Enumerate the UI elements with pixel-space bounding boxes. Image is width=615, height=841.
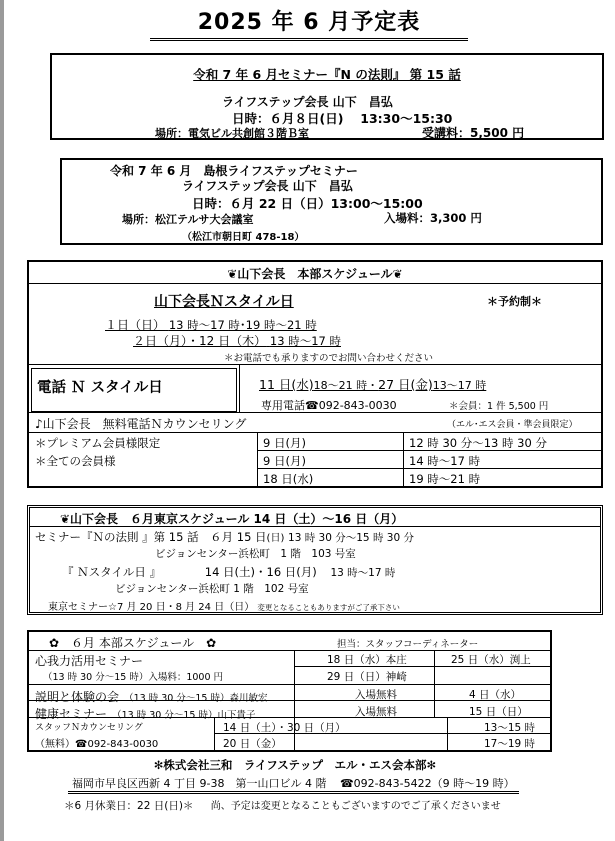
footer-notice-line (64, 797, 501, 813)
n-style-day1-date: １日（日） (105, 318, 166, 332)
tokyo-seminar-line (35, 529, 414, 545)
phone-date-27-time: 13～17 時 (432, 379, 487, 392)
phone-date-11-time: 18～21 時・ (313, 379, 379, 392)
counsel-row1-time: 12 時 30 分～13 時 30 分 (409, 436, 547, 450)
hq-schedule-box (27, 260, 603, 488)
staff-date1: 14 日（土）・30 日（月） (223, 722, 346, 734)
tokyo-nstyle-line (62, 564, 395, 580)
staff-phone: （無料）☎092-843-0030 (35, 739, 159, 750)
counsel-title: ♪山下会長 無料電話Ｎカウンセリング (35, 417, 247, 431)
tokyo-seminar-title: セミナー『Ｎの法則 』第 15 話 ６月 15 日 (35, 530, 267, 544)
kokoro-date1: 18 日（水）本庄 (327, 654, 407, 666)
counsel-row1-label: ＊プレミアム会員様限定 (35, 436, 161, 450)
kokoro-date2: 25 日（水）渕上 (451, 654, 531, 666)
n-style-title: 山下会長Ｎスタイル日 (154, 294, 294, 310)
n-style-day1-time: 13 時～17 時･19 時～21 時 (168, 318, 317, 332)
tokyo-nstyle-time: 13 時～17 時 (330, 567, 396, 579)
footer-address-line (68, 775, 519, 794)
kenko-fee: 入場無料 (355, 706, 397, 718)
footer-holiday: ＊6 月休業日：22 日(日)＊ (64, 800, 194, 812)
staff-date2: 20 日（金） (223, 738, 282, 750)
page-title: 2025 年 6 月予定表 (150, 8, 468, 41)
seminar2-title: 令和 7 年 6 月 島根ライフステップセミナー (110, 164, 358, 178)
kenko-sub: （13 時 30 分～15 時）山下貴子 (112, 710, 256, 721)
june-hq-header: ✿ ６月 本部スケジュール ✿ (49, 636, 217, 650)
footer-company: ✻株式会社三和 ライフステップ エル・エス会本部✻ (153, 758, 437, 772)
setsumei-title: 説明と体験の会 (35, 690, 120, 704)
seminar2-date: 日時：６月 22 日（日）13:00～15:00 (192, 196, 423, 211)
seminar2-address: （松江市朝日町 478-18） (182, 232, 305, 243)
seminar2-fee: 入場料：3,300 円 (384, 211, 482, 225)
footer-tel: ☎092-843-5422（9 時～19 時） (339, 777, 515, 790)
n-style-day1 (105, 316, 317, 333)
phone-date-27: 27 日(金) (378, 377, 433, 392)
seminar2-box (60, 158, 603, 245)
tokyo-nstyle-venue: ビジョンセンター浜松町 1 階 102 号室 (115, 583, 309, 595)
hq-header: ❦山下会長 本部スケジュール❦ (227, 267, 403, 281)
seminar2-venue: 場所：松江テルサ大会議室 (122, 213, 254, 226)
setsumei-fee: 入場無料 (355, 689, 397, 701)
tokyo-nstyle-title: 『 Ｎスタイル日 』 (62, 565, 162, 579)
seminar2-speaker: ライフステップ会長 山下 昌弘 (182, 179, 353, 193)
tokyo-seminar-venue: ビジョンセンター浜松町 1 階 103 号室 (155, 548, 356, 560)
staff-title-2: Ｎカウンセリング (71, 723, 143, 733)
counsel-row2-time: 14 時～17 時 (409, 454, 481, 468)
tokyo-seminar-time: 13 時 30 分～15 時 30 分 (288, 532, 414, 544)
setsumei-date: 4 日（水） (469, 689, 522, 701)
footer-notice: 尚、予定は変更となることもございますのでご了承くださいませ (210, 801, 501, 812)
tokyo-nstyle-dates: 14 日(土)・16 日(月) (204, 565, 317, 579)
june-hq-box (27, 630, 552, 752)
tokyo-header: ❦山下会長 ６月東京スケジュール 14 日（土）～16 日（月） (60, 512, 404, 526)
phone-number: 専用電話☎092-843-0030 (261, 399, 397, 412)
n-style-day2-date: ２日（月）・12 日（木） (133, 334, 267, 348)
phone-fee: ＊会員：1 件 5,500 円 (449, 401, 549, 412)
coordinator: 担当：スタッフコーディネーター (337, 639, 479, 650)
n-style-day2-time: 13 時～17 時 (269, 334, 341, 348)
tokyo-seminar-day: (日) (266, 533, 285, 544)
phone-note: ＊お電話でも承りますのでお問い合わせください (224, 353, 434, 364)
tokyo-future (48, 598, 400, 613)
counsel-note: （エル･エス会員・準会員限定） (447, 420, 578, 430)
counsel-row2-date: 9 日(月) (263, 454, 306, 468)
reservation-note: ＊予約制＊ (487, 295, 542, 308)
kenko-date: 15 日（日） (469, 706, 528, 718)
seminar1-date: 日時：６月８日(日) 13:30～15:30 (232, 111, 453, 126)
setsumei-sub: （13 時 30 分～15 時）森川敏宏 (124, 693, 268, 704)
counsel-row2-label: ＊全ての会員様 (35, 454, 116, 468)
seminar1-fee: 受講料：5,500 円 (422, 126, 525, 140)
kenko-title: 健康セミナー (35, 707, 108, 721)
staff-title (35, 720, 143, 733)
seminar1-title: 令和 7 年 6 月セミナー『N の法則』 第 15 話 (193, 67, 461, 82)
footer-address: 福岡市早良区西新 4 丁目 9-38 第一山口ビル 4 階 (72, 777, 327, 790)
seminar1-box (50, 53, 604, 140)
kokoro-date3: 29 日（日）神崎 (327, 671, 407, 683)
seminar1-venue: 場所：電気ビル共創館３階Ｂ室 (155, 127, 309, 140)
tokyo-schedule-box (27, 505, 603, 615)
tokyo-future-note: 変更となることもありますがご了承下さい (257, 603, 400, 612)
counsel-row3-date: 18 日(水) (263, 472, 314, 486)
staff-title-1: スタッフ (35, 723, 72, 733)
phone-label: 電話 Ｎ スタイル日 (37, 380, 163, 396)
seminar1-speaker: ライフステップ会長 山下 昌弘 (222, 95, 393, 109)
phone-date-11: 11 日(水) (259, 377, 314, 392)
tokyo-future-dates: 東京セミナー☆7 月 20 日・8 月 24 日（日） (48, 602, 255, 613)
kokoro-sub: （13 時 30 分～15 時）入場料：1000 円 (43, 672, 224, 683)
page-edge-bar (0, 0, 4, 841)
counsel-row3-time: 19 時～21 時 (409, 472, 481, 486)
counsel-row1-date: 9 日(月) (263, 436, 306, 450)
phone-dates (259, 375, 486, 393)
n-style-day2 (133, 332, 341, 349)
staff-time1: 13～15 時 (484, 722, 536, 734)
staff-time2: 17～19 時 (484, 738, 536, 750)
kokoro-title: 心我力活用セミナー (35, 654, 144, 668)
